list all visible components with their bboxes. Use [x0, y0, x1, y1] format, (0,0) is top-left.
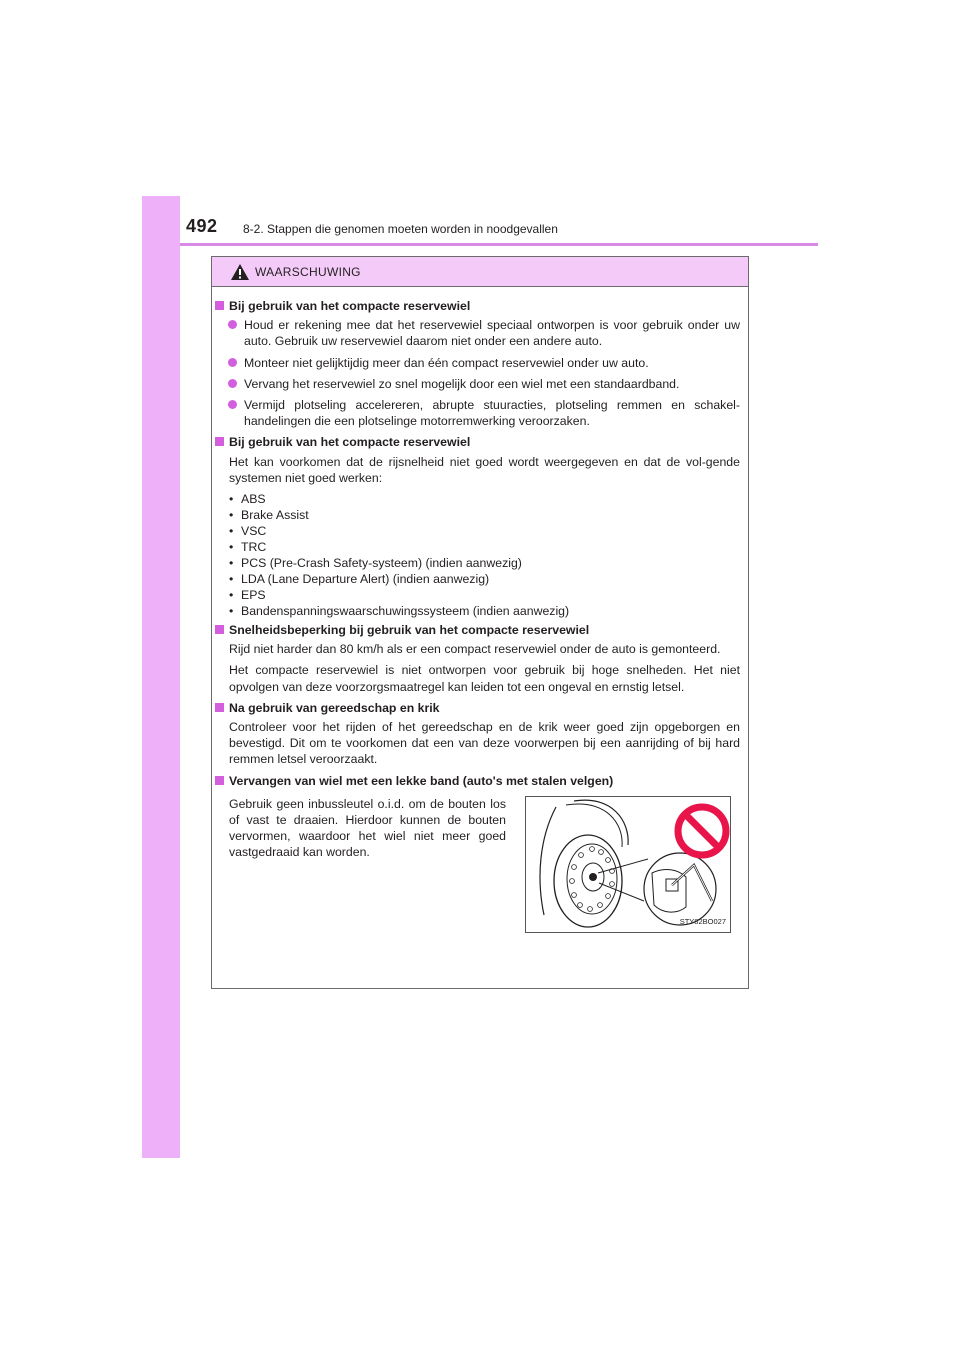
section-heading: Bij gebruik van het compacte reservewiel — [212, 434, 748, 450]
illustrated-note — [212, 792, 748, 932]
circle-bullet-icon — [228, 400, 237, 409]
paragraph: Het compacte reservewiel is niet ontworpen voor gebruik bij hoge snelheden. Het niet opvolgen van deze voorzorgsmaatregel kan leiden tot een ongeval en ernstig letsel. — [229, 663, 740, 694]
figure-code: STY82BO027 — [679, 916, 726, 926]
wheel-illustration — [525, 796, 731, 933]
warning-box — [211, 256, 749, 989]
paragraph: Gebruik geen inbussleutel o.i.d. om de bouten los of vast te draaien. Hierdoor kunnen de bouten vervormen, waardoor het wiel niet meer goed vastgedraaid kan worden. — [229, 796, 506, 860]
list-item: • PCS (Pre-Crash Safety-systeem) (indien aanwezig) — [229, 555, 748, 571]
chapter-sidebar-tab — [142, 196, 180, 1158]
section-heading: Snelheidsbeperking bij gebruik van het compacte reservewiel — [212, 622, 748, 638]
list-item: Vervang het reservewiel zo snel mogelijk door een wiel met een standaardband. — [227, 376, 740, 392]
list-item: • LDA (Lane Departure Alert) (indien aanwezig) — [229, 571, 748, 587]
square-bullet-icon — [215, 703, 224, 712]
list-item: Vermijd plotseling accelereren, abrupte stuuracties, plotseling remmen en schakel-handelingen die een plotselinge motorremwerking veroorzaken. — [227, 397, 740, 429]
list-item: Houd er rekening mee dat het reservewiel speciaal ontworpen is voor gebruik onder uw auto. Gebruik uw reservewiel daarom niet onder een andere auto. — [227, 317, 740, 349]
list-item: • Bandenspanningswaarschuwingssysteem (indien aanwezig) — [229, 603, 748, 619]
list-item: • Brake Assist — [229, 507, 748, 523]
section-heading: Vervangen van wiel met een lekke band (auto's met stalen velgen) — [212, 773, 748, 789]
section-heading: Na gebruik van gereedschap en krik — [212, 700, 748, 716]
square-bullet-icon — [215, 437, 224, 446]
section-heading: Bij gebruik van het compacte reservewiel — [212, 298, 748, 314]
list-item: • ABS — [229, 491, 748, 507]
paragraph: Het kan voorkomen dat de rijsnelheid niet goed wordt weergegeven en dat de vol-gende systemen niet goed werken: — [229, 454, 740, 485]
warning-content — [212, 298, 748, 932]
wheel-hex-key-drawing — [526, 797, 730, 932]
page-number: 492 — [186, 216, 218, 236]
square-bullet-icon — [215, 625, 224, 634]
square-bullet-icon — [215, 776, 224, 785]
circle-bullet-icon — [228, 320, 237, 329]
circle-bullet-icon — [228, 379, 237, 388]
list-item: • TRC — [229, 539, 748, 555]
warning-triangle-icon — [230, 263, 250, 281]
paragraph: Controleer voor het rijden of het gereedschap en de krik weer goed zijn opgeborgen en bevestigd. Dit om te voorkomen dat een van deze voorwerpen bij een aanrijding of bij hard remmen letsel veroorzaakt. — [229, 720, 740, 767]
square-bullet-icon — [215, 301, 224, 310]
system-list — [229, 491, 748, 619]
list-item: Monteer niet gelijktijdig meer dan één compact reservewiel onder uw auto. — [227, 355, 740, 371]
paragraph: Rijd niet harder dan 80 km/h als er een compact reservewiel onder de auto is gemonteerd. — [229, 642, 721, 657]
circle-bullet-icon — [228, 358, 237, 367]
warning-title: WAARSCHUWING — [255, 265, 361, 279]
header-rule — [180, 243, 818, 246]
warning-header — [212, 257, 748, 287]
list-item: • EPS — [229, 587, 748, 603]
list-item: • VSC — [229, 523, 748, 539]
section-title: 8-2. Stappen die genomen moeten worden in noodgevallen — [243, 222, 558, 236]
